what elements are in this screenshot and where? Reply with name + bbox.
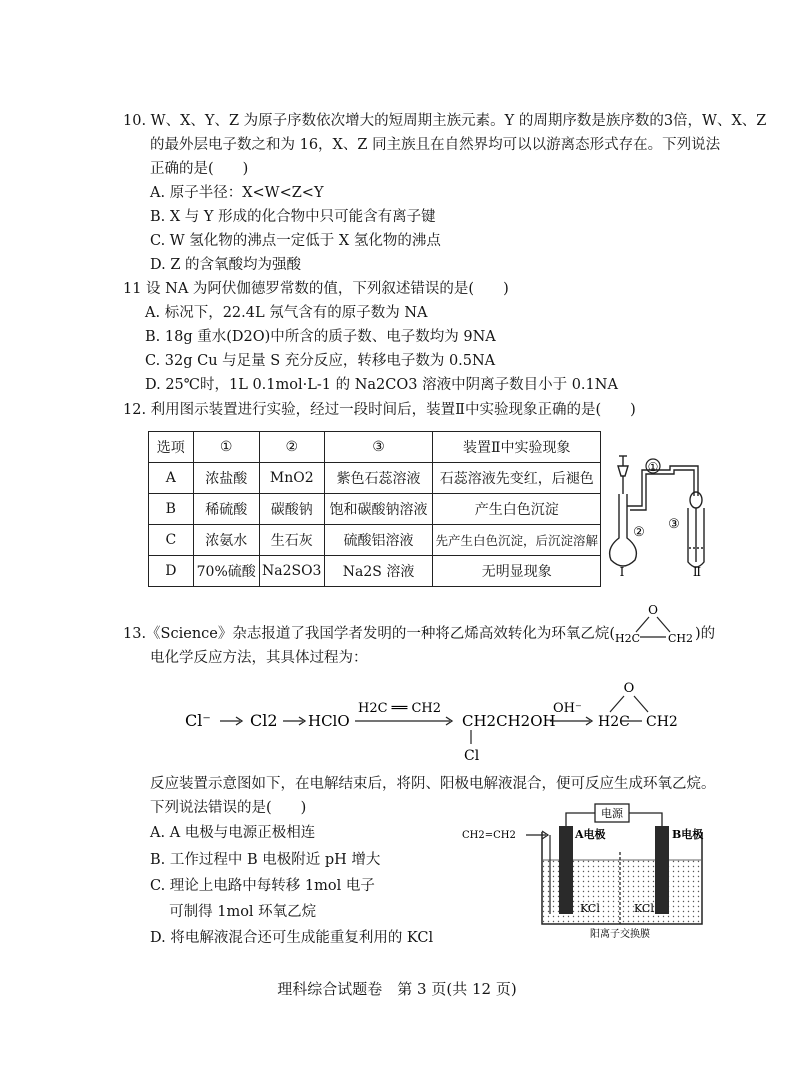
apparatus-diagram <box>608 448 726 578</box>
chlorohydrin-chlorine: Cl <box>464 748 480 764</box>
table-cell: 硫酸铝溶液 <box>324 525 433 556</box>
table-row <box>149 494 601 525</box>
electrolysis-cell-diagram <box>462 800 724 940</box>
epoxide-left-carbon: H2C <box>615 632 641 645</box>
ethylene-oxide-left: H2C <box>598 714 630 730</box>
table-cell: 稀硫酸 <box>193 494 259 525</box>
q11-option-d: D. 25℃时，1L 0.1mol·L-1 的 Na2CO3 溶液中阴离子数目小于 0.1NA <box>145 377 618 393</box>
table-cell: 紫色石蕊溶液 <box>324 463 433 494</box>
q13-stem-line3: 反应装置示意图如下，在电解结束后，将阴、阳极电解液混合，便可反应生成环氧乙烷。 <box>150 776 716 792</box>
q10-option-a: A. 原子半径：X<W<Z<Y <box>150 185 324 201</box>
table-cell: Na2SO3 <box>259 556 324 587</box>
apparatus-device-2: Ⅱ <box>692 565 702 578</box>
table-cell: MnO2 <box>259 463 324 494</box>
table-cell: Na2S 溶液 <box>324 556 433 587</box>
table-cell: 无明显现象 <box>433 556 601 587</box>
table-row <box>149 463 601 494</box>
epoxide-oxygen: O <box>648 603 658 617</box>
table-header: 选项 <box>149 432 194 463</box>
q11-option-b: B. 18g 重水(D2O)中所含的质子数、电子数均为 9NA <box>145 329 496 345</box>
epoxide-right-carbon: CH2 <box>668 632 694 645</box>
q12-stem: 12. 利用图示装置进行实验，经过一段时间后，装置Ⅱ中实验现象正确的是( ) <box>123 402 636 418</box>
q12-experiment-table <box>148 431 601 587</box>
q10-option-b: B. X 与 Y 形成的化合物中只可能含有离子键 <box>150 209 436 225</box>
ethylene-oxide-right: CH2 <box>646 714 678 730</box>
q13-stem-line1-tail: )的 <box>695 626 716 642</box>
power-label: 电源 <box>601 807 623 820</box>
table-header: ① <box>193 432 259 463</box>
q13-option-c-cont: 可制得 1mol 环氧乙烷 <box>150 904 317 920</box>
table-header: ② <box>259 432 324 463</box>
kcl-left-label: KCl <box>580 902 600 915</box>
chlorine: Cl2 <box>250 711 278 730</box>
electrode-a-label: A电极 <box>575 828 606 841</box>
q13-stem-line4: 下列说法错误的是( ) <box>150 800 307 816</box>
table-row <box>149 525 601 556</box>
q13-option-c: C. 理论上电路中每转移 1mol 电子 <box>150 878 375 894</box>
table-header-row <box>149 432 601 463</box>
table-cell: 70%硫酸 <box>193 556 259 587</box>
hypochlorous-acid: HClO <box>308 712 350 730</box>
q11-stem: 11 设 NA 为阿伏伽德罗常数的值，下列叙述错误的是( ) <box>123 281 509 297</box>
table-cell: 浓氨水 <box>193 525 259 556</box>
chlorohydrin: CH2CH2OH <box>462 712 556 730</box>
apparatus-label-3: ③ <box>668 517 680 532</box>
table-cell: A <box>149 463 194 494</box>
electrode-a <box>559 826 573 914</box>
table-header: ③ <box>324 432 433 463</box>
reaction-scheme <box>180 680 700 770</box>
table-cell: 石蕊溶液先变红，后褪色 <box>433 463 601 494</box>
table-cell: 先产生白色沉淀，后沉淀溶解 <box>433 525 601 556</box>
table-cell: 碳酸钠 <box>259 494 324 525</box>
electrode-b <box>655 826 669 914</box>
apparatus-label-2: ② <box>633 525 645 540</box>
q10-stem-line1: 10. W、X、Y、Z 为原子序数依次增大的短周期主族元素。Y 的周期序数是族序数的3倍，W、X、Z <box>123 113 767 129</box>
table-cell: C <box>149 525 194 556</box>
hydroxide-reagent: OH⁻ <box>553 701 582 716</box>
ethylene-feed-label: CH2=CH2 <box>462 830 516 841</box>
ethylene-oxide-oxygen: O <box>623 681 635 696</box>
table-cell: B <box>149 494 194 525</box>
apparatus-device-1: Ⅰ <box>619 565 625 578</box>
q13-stem-line1: 13.《Science》杂志报道了我国学者发明的一种将乙烯高效转化为环氧乙烷( <box>123 626 616 642</box>
electrode-b-label: B电极 <box>672 828 704 841</box>
kcl-right-label: KCl <box>634 902 654 915</box>
table-cell: 生石灰 <box>259 525 324 556</box>
q13-option-b: B. 工作过程中 B 电极附近 pH 增大 <box>150 852 381 868</box>
table-header: 装置Ⅱ中实验现象 <box>433 432 601 463</box>
page-footer: 理科综合试题卷 第 3 页(共 12 页) <box>277 980 517 998</box>
membrane-label: 阳离子交换膜 <box>590 929 650 940</box>
q13-stem-line2: 电化学反应方法，其具体过程为： <box>150 650 368 666</box>
table-cell: 产生白色沉淀 <box>433 494 601 525</box>
q13-option-d: D. 将电解液混合还可生成能重复利用的 KCl <box>150 930 434 946</box>
q10-stem-line2: 的最外层电子数之和为 16，X、Z 同主族且在自然界均可以以游离态形式存在。下列说法 <box>150 137 721 153</box>
q10-option-d: D. Z 的含氧酸均为强酸 <box>150 257 302 273</box>
q13-option-a: A. A 电极与电源正极相连 <box>150 825 316 841</box>
table-cell: 饱和碳酸钠溶液 <box>324 494 433 525</box>
ethylene-reagent: H2C ══ CH2 <box>358 701 442 716</box>
table-cell: 浓盐酸 <box>193 463 259 494</box>
apparatus-label-1: ① <box>647 460 659 474</box>
q11-option-c: C. 32g Cu 与足量 S 充分反应，转移电子数为 0.5NA <box>145 353 496 369</box>
q10-stem-line3: 正确的是( ) <box>150 161 249 177</box>
q10-option-c: C. W 氢化物的沸点一定低于 X 氢化物的沸点 <box>150 233 441 249</box>
q11-option-a: A. 标况下，22.4L 氖气含有的原子数为 NA <box>145 305 428 321</box>
epoxide-structure-inline <box>612 602 694 646</box>
table-row <box>149 556 601 587</box>
chloride-ion: Cl⁻ <box>185 711 211 730</box>
table-cell: D <box>149 556 194 587</box>
